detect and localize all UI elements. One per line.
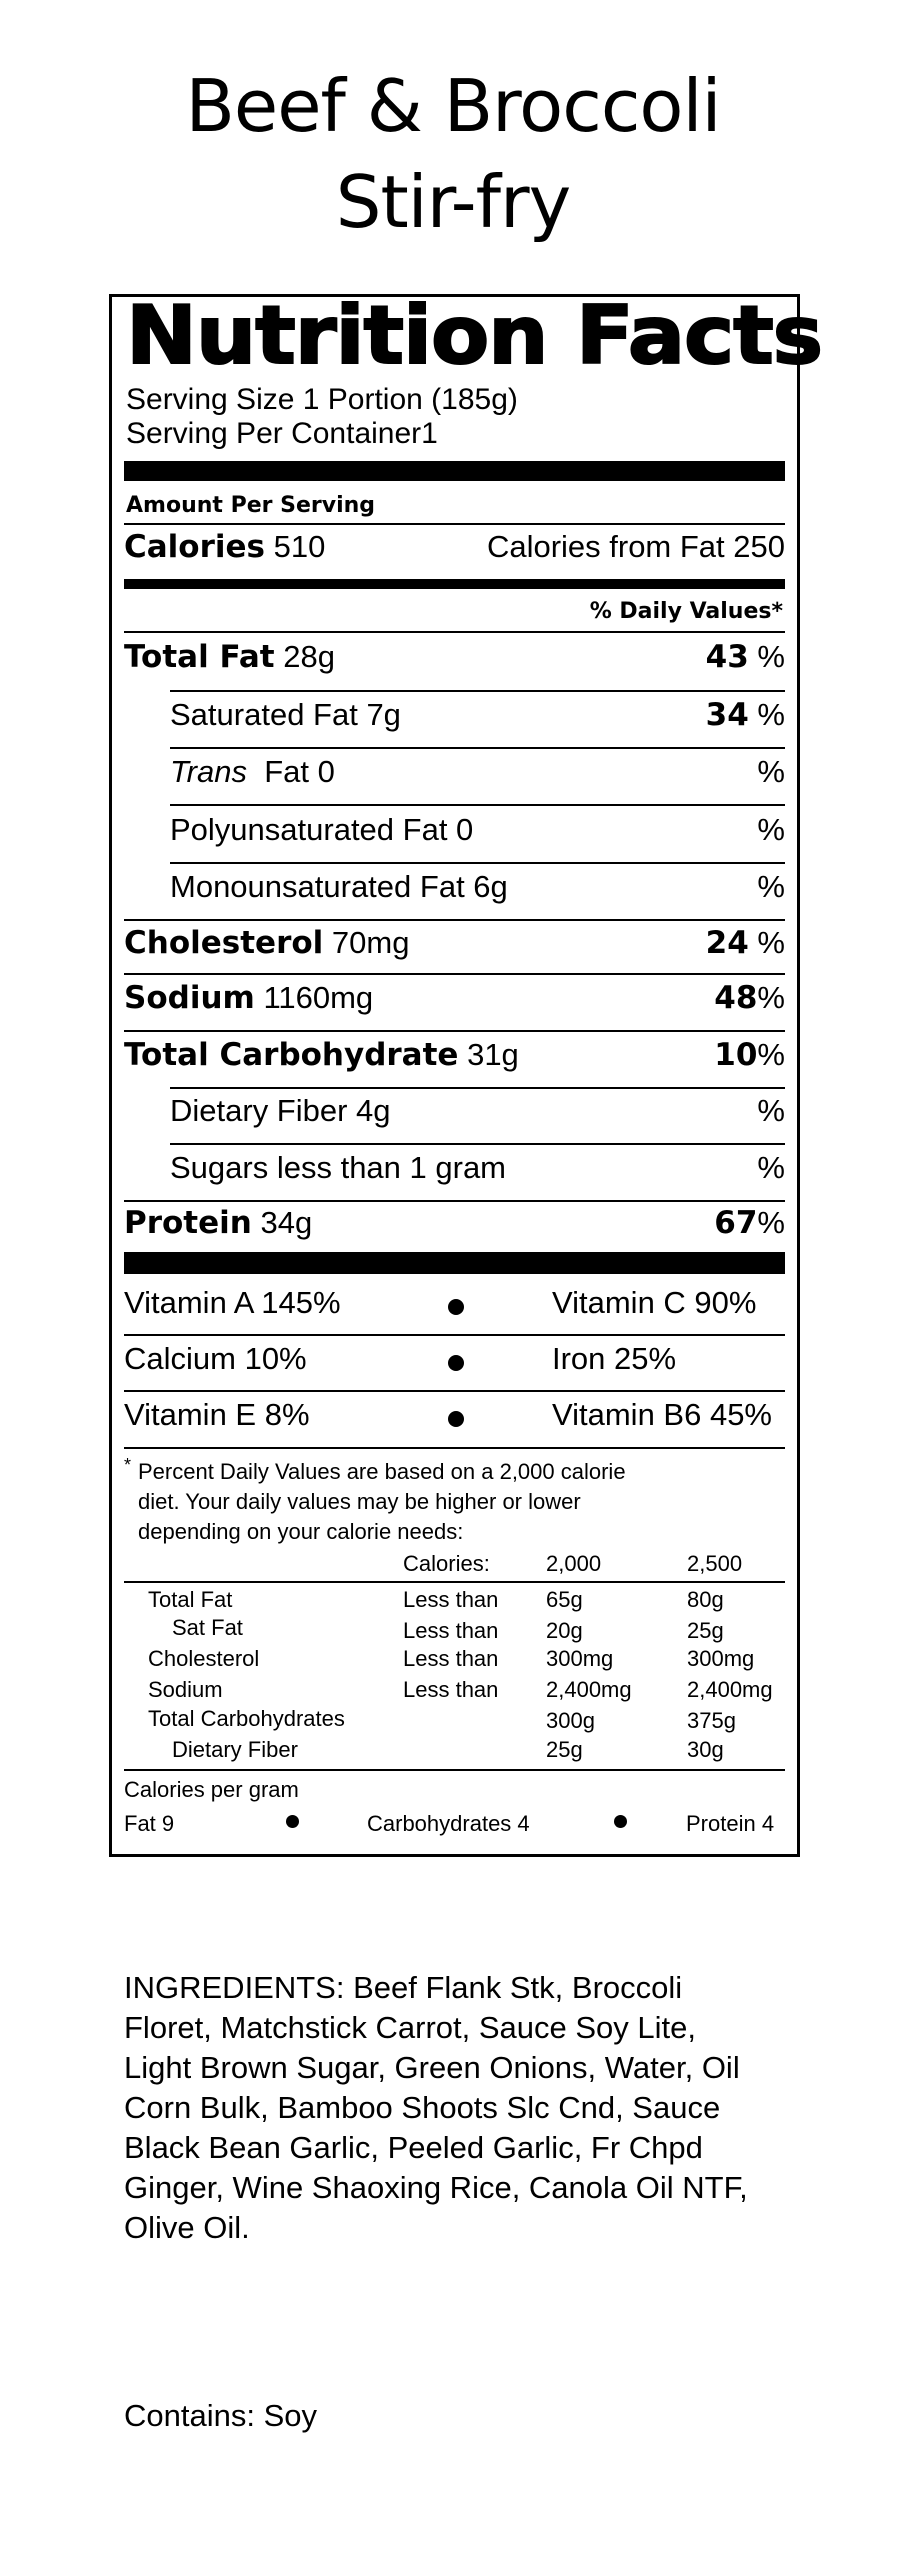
divider — [124, 1581, 785, 1583]
vitamin-left: Vitamin A 145% — [124, 1285, 341, 1320]
product-title-line2: Stir-fry — [335, 160, 571, 244]
dv-table-row-cond: Less than — [403, 1618, 499, 1643]
serving-size: Serving Size 1 Portion (185g) — [126, 383, 518, 416]
footnote-line: diet. Your daily values may be higher or lower — [138, 1489, 581, 1514]
dv-table-row-name: Total Fat — [148, 1587, 233, 1612]
ingredients-line: Floret, Matchstick Carrot, Sauce Soy Lite, — [124, 2010, 696, 2045]
dv-table-row-2500: 30g — [687, 1737, 724, 1762]
divider — [124, 1200, 785, 1202]
nutrient-name: Dietary Fiber 4g — [170, 1093, 391, 1128]
ingredients-text — [124, 1968, 824, 2248]
bullet-dot — [448, 1411, 464, 1427]
divider — [124, 1334, 785, 1336]
divider — [170, 747, 785, 749]
percent-sign: % — [757, 812, 785, 847]
percent-sign: % — [757, 980, 785, 1015]
dv-table-row-cond: Less than — [403, 1587, 499, 1612]
nutrient-dv: 67 — [714, 1205, 758, 1241]
divider — [170, 804, 785, 806]
nutrient-name: Sugars less than 1 gram — [170, 1150, 507, 1185]
divider — [170, 690, 785, 692]
product-title — [0, 58, 906, 250]
percent-sign: % — [757, 1205, 785, 1240]
calories-per-gram: Calories per gram — [124, 1777, 299, 1802]
vitamin-right: Vitamin C 90% — [552, 1285, 757, 1320]
dv-table-row-2500: 300mg — [687, 1646, 755, 1671]
percent-sign: % — [757, 697, 785, 732]
nutrient-dv: 34 — [705, 697, 749, 733]
ingredients-line: Olive Oil. — [124, 2210, 250, 2245]
dv-table-row-2000: 25g — [546, 1737, 583, 1762]
dv-table-row-name: Total Carbohydrates — [148, 1706, 345, 1731]
nutrition-facts-panel — [109, 289, 823, 1857]
nutrient-amount: 34g — [260, 1205, 313, 1240]
percent-sign: % — [757, 869, 785, 904]
divider — [124, 973, 785, 975]
thick-divider — [124, 1252, 785, 1274]
vitamin-left: Calcium 10% — [124, 1341, 307, 1376]
servings-per-container: Serving Per Container1 — [126, 417, 438, 450]
dv-table-row-2000: 65g — [546, 1587, 583, 1612]
dv-table-row-2500: 25g — [687, 1618, 724, 1643]
divider — [124, 631, 785, 633]
dv-table-row-name: Cholesterol — [148, 1646, 260, 1671]
divider — [170, 1143, 785, 1145]
divider — [124, 1769, 785, 1771]
cal-per-gram-fat: Fat 9 — [124, 1811, 175, 1836]
ingredients-line: Black Bean Garlic, Peeled Garlic, Fr Chpd — [124, 2130, 703, 2165]
divider — [124, 1030, 785, 1032]
nutrient-name: Total Fat — [124, 639, 275, 675]
bullet-dot — [448, 1299, 464, 1315]
ingredients-line: INGREDIENTS: Beef Flank Stk, Broccoli — [124, 1970, 683, 2005]
nutrition-facts-heading: Nutrition Facts — [126, 289, 823, 382]
divider — [124, 1390, 785, 1392]
percent-sign: % — [757, 1037, 785, 1072]
divider — [124, 523, 785, 525]
dv-table-row-2000: 300mg — [546, 1646, 614, 1671]
bullet-dot — [614, 1815, 627, 1828]
nutrient-dv: 43 — [705, 639, 749, 675]
calories-label: Calories — [124, 529, 265, 565]
nutrient-amount: 31g — [467, 1037, 519, 1072]
dv-table-row-2500: 2,400mg — [687, 1677, 773, 1702]
calories-value: 510 — [273, 529, 326, 564]
nutrient-name: Fat 0 — [264, 754, 335, 789]
percent-sign: % — [757, 1093, 785, 1128]
dv-table-row-name: Sodium — [148, 1677, 223, 1702]
ingredients-line: Corn Bulk, Bamboo Shoots Slc Cnd, Sauce — [124, 2090, 721, 2125]
footnote-line: depending on your calorie needs: — [138, 1519, 464, 1544]
dv-table-header-calories: Calories: — [403, 1551, 490, 1576]
cal-per-gram-protein: Protein 4 — [686, 1811, 775, 1836]
product-title-line1: Beef & Broccoli — [185, 64, 721, 148]
dv-table-row-2000: 300g — [546, 1708, 595, 1733]
ingredients-line: Light Brown Sugar, Green Onions, Water, Oil — [124, 2050, 740, 2085]
dv-table-row-cond: Less than — [403, 1677, 499, 1702]
dv-table-row-2000: 20g — [546, 1618, 583, 1643]
divider — [124, 919, 785, 921]
daily-values-header: % Daily Values* — [589, 599, 783, 624]
nutrient-name: Protein — [124, 1205, 252, 1241]
percent-sign: % — [757, 1150, 785, 1185]
nutrient-name-italic: Trans — [170, 754, 247, 789]
divider — [170, 1087, 785, 1089]
allergens-statement: Contains: Soy — [124, 2398, 317, 2433]
vitamin-right: Iron 25% — [552, 1341, 677, 1376]
percent-sign: % — [757, 754, 785, 789]
dv-table-header-2000: 2,000 — [546, 1551, 602, 1576]
footnote-line: Percent Daily Values are based on a 2,000 calorie — [138, 1459, 626, 1484]
divider — [170, 862, 785, 864]
dv-table-row-name: Sat Fat — [172, 1615, 243, 1640]
medium-divider — [124, 579, 785, 589]
nutrient-name: Monounsaturated Fat 6g — [170, 869, 508, 904]
cal-per-gram-carbs: Carbohydrates 4 — [367, 1811, 530, 1836]
dv-table-row-2000: 2,400mg — [546, 1677, 632, 1702]
nutrient-amount: 1160mg — [263, 980, 374, 1015]
amount-per-serving: Amount Per Serving — [126, 493, 376, 518]
bullet-dot — [448, 1355, 464, 1371]
nutrient-dv: 48 — [714, 980, 758, 1016]
nutrient-amount: 28g — [283, 639, 335, 674]
percent-sign: % — [757, 639, 785, 674]
nutrient-name: Polyunsaturated Fat 0 — [170, 812, 474, 847]
vitamin-right: Vitamin B6 45% — [552, 1397, 772, 1432]
nutrient-dv: 24 — [705, 925, 749, 961]
dv-table-row-2500: 80g — [687, 1587, 724, 1612]
nutrient-name: Cholesterol — [124, 925, 324, 961]
ingredients-line: Ginger, Wine Shaoxing Rice, Canola Oil NTF, — [124, 2170, 748, 2205]
dv-table-row-name: Dietary Fiber — [172, 1737, 298, 1762]
dv-table-row-cond: Less than — [403, 1646, 499, 1671]
calories-from-fat: Calories from Fat 250 — [486, 529, 785, 564]
nutrient-name: Total Carbohydrate — [124, 1037, 459, 1073]
vitamin-left: Vitamin E 8% — [124, 1397, 310, 1432]
thick-divider — [124, 461, 785, 481]
dv-table-row-2500: 375g — [687, 1708, 736, 1733]
nutrient-amount: 70mg — [331, 925, 410, 960]
divider — [124, 1447, 785, 1449]
dv-table-header-2500: 2,500 — [687, 1551, 743, 1576]
nutrient-name: Sodium — [124, 980, 255, 1016]
nutrient-name: Saturated Fat 7g — [170, 697, 401, 732]
nutrient-dv: 10 — [714, 1037, 758, 1073]
footnote-asterisk: * — [124, 1455, 132, 1475]
percent-sign: % — [757, 925, 785, 960]
bullet-dot — [286, 1815, 299, 1828]
